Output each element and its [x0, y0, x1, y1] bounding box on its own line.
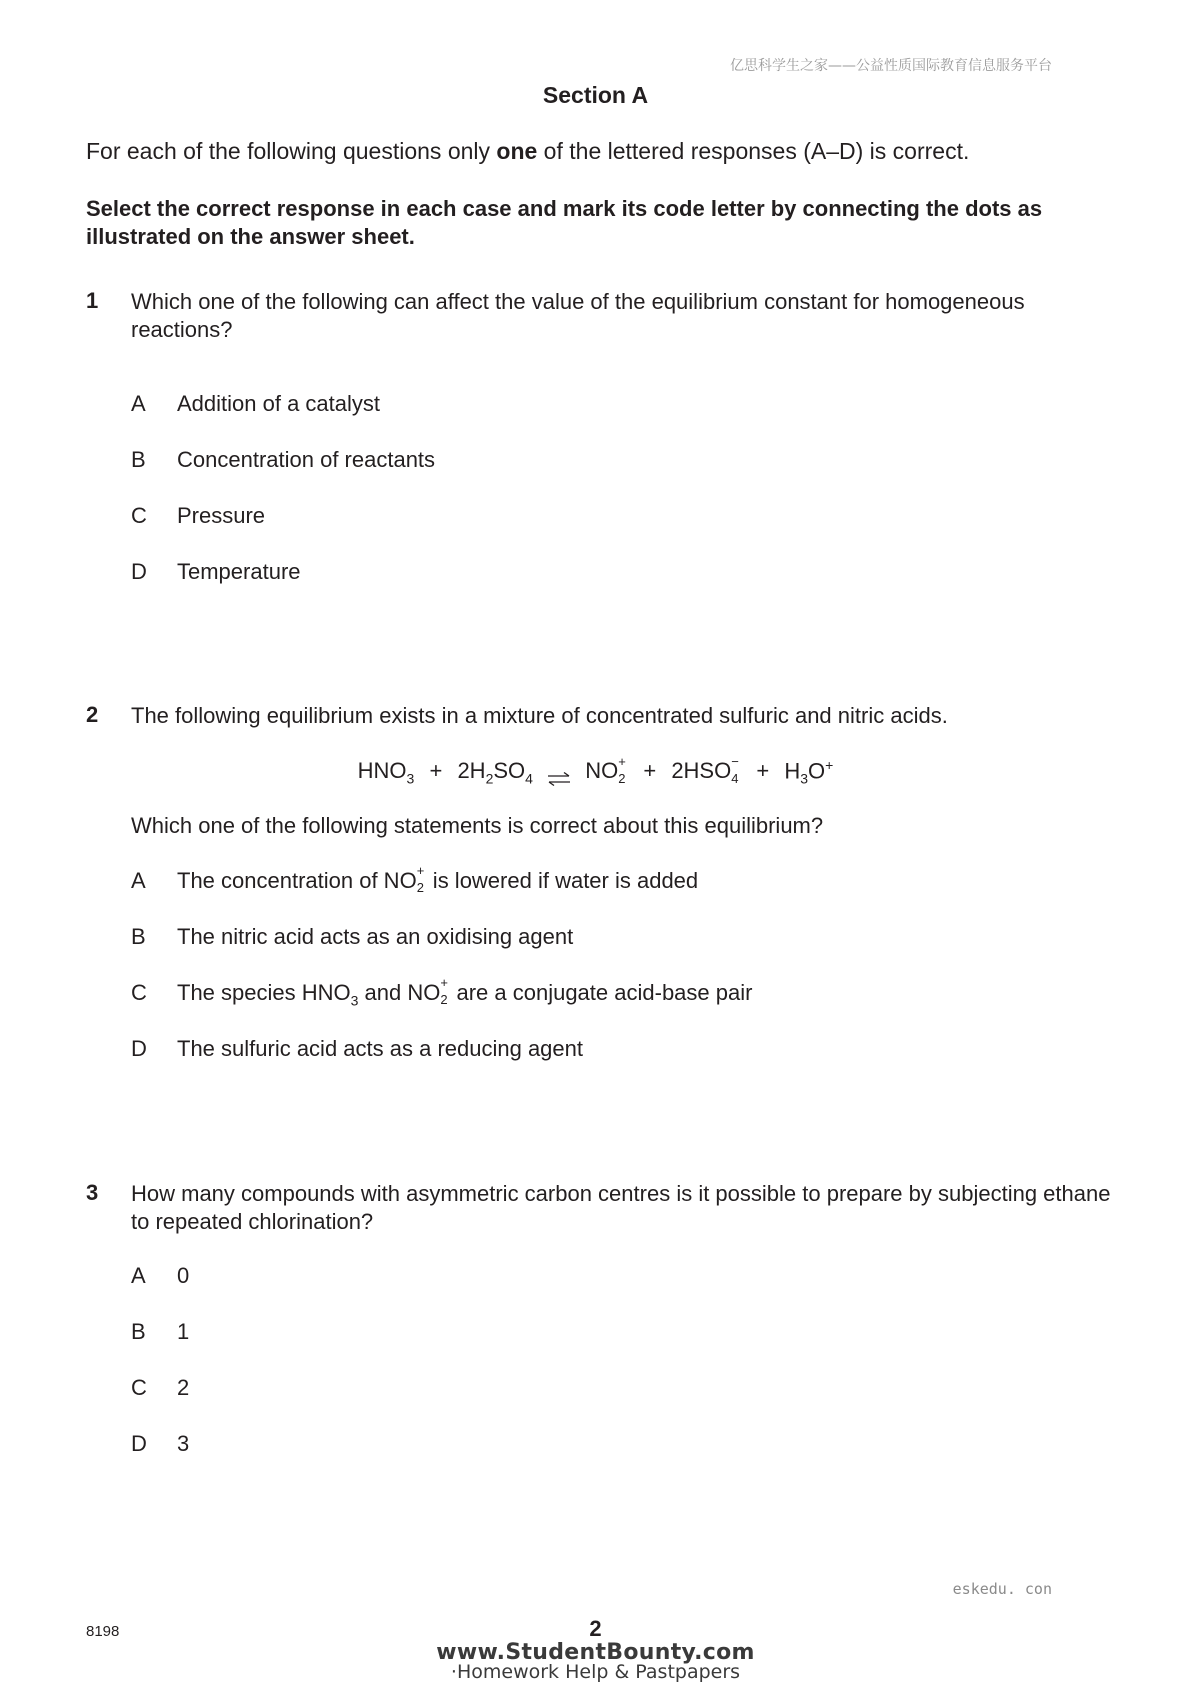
option-letter: B	[131, 447, 146, 472]
option-letter: B	[131, 1319, 146, 1344]
option-text: 3	[177, 1431, 190, 1456]
bottom-watermark: eskedu. con	[952, 1580, 1052, 1598]
instructions-emphasis: one	[496, 138, 538, 164]
question-prompt: Which one of the following statements is correct about this equilibrium?	[131, 813, 824, 838]
section-title: Section A	[542, 82, 649, 108]
question-text: The following equilibrium exists in a mixture of concentrated sulfuric and nitric acids.	[131, 703, 948, 728]
option-letter: D	[131, 559, 147, 584]
option-letter: A	[131, 1263, 146, 1288]
option-text: The sulfuric acid acts as a reducing agent	[177, 1036, 584, 1061]
reactant-h2so4: $2H_2SO_4$	[457, 758, 533, 787]
option-letter: D	[131, 1431, 147, 1456]
question-number: 2	[86, 702, 99, 727]
question-number: 3	[86, 1180, 99, 1205]
product-hso4: 2HSO − 4	[671, 753, 739, 786]
instructions-text: For each of the following questions only	[86, 138, 497, 164]
top-watermark: 亿思科学生之家——公益性质国际教育信息服务平台	[730, 58, 1052, 74]
option-letter: C	[131, 980, 147, 1005]
option-text: Temperature	[177, 559, 301, 584]
option-text: 2	[177, 1375, 190, 1400]
option-letter: C	[131, 503, 147, 528]
option-text: Pressure	[177, 503, 266, 528]
option-text: The species $HNO_3$ and NO + 2 are a conjugate acid-base pair	[177, 975, 753, 1009]
option-text: Addition of a catalyst	[177, 391, 381, 416]
instructions-text-end: of the lettered responses (A–D) is correct.	[537, 138, 970, 164]
brand-url-link[interactable]: www.StudentBounty.com	[436, 1640, 755, 1665]
instructions-line	[86, 138, 969, 165]
option-text: 0	[177, 1263, 190, 1288]
question-text: Which one of the following can affect the value of the equilibrium constant for homogeneous reactions?	[131, 289, 1025, 342]
option-text: The concentration of NO + 2 is lowered if water is added	[177, 863, 699, 896]
brand-tagline: ·Homework Help & Pastpapers	[450, 1661, 741, 1683]
option-letter: B	[131, 924, 146, 949]
chemical-equation	[0, 753, 1191, 787]
paper-code: 8198	[86, 1623, 120, 1640]
option-letter: A	[131, 868, 146, 893]
instructions-bold: Select the correct response in each case and mark its code letter by connecting the dots as illustrated on the answer sheet.	[86, 196, 1043, 249]
equilibrium-arrow-icon	[547, 766, 571, 780]
option-text: 1	[177, 1319, 190, 1344]
option-text: Concentration of reactants	[177, 447, 436, 472]
plus-sign: +	[756, 758, 770, 784]
option-letter: A	[131, 391, 146, 416]
product-h3o: $H_3O^+$	[784, 757, 834, 787]
reactant-hno3: $HNO_3$	[357, 758, 415, 787]
plus-sign: +	[429, 758, 443, 784]
question-number: 1	[86, 288, 99, 313]
plus-sign: +	[643, 758, 657, 784]
option-letter: D	[131, 1036, 147, 1061]
page-number: 2	[589, 1616, 602, 1641]
question-text: How many compounds with asymmetric carbon centres is it possible to prepare by subjecting ethane to repeated chlorination?	[131, 1181, 1111, 1234]
option-letter: C	[131, 1375, 147, 1400]
product-no2: NO + 2	[585, 753, 626, 786]
option-text: The nitric acid acts as an oxidising agent	[177, 924, 574, 949]
